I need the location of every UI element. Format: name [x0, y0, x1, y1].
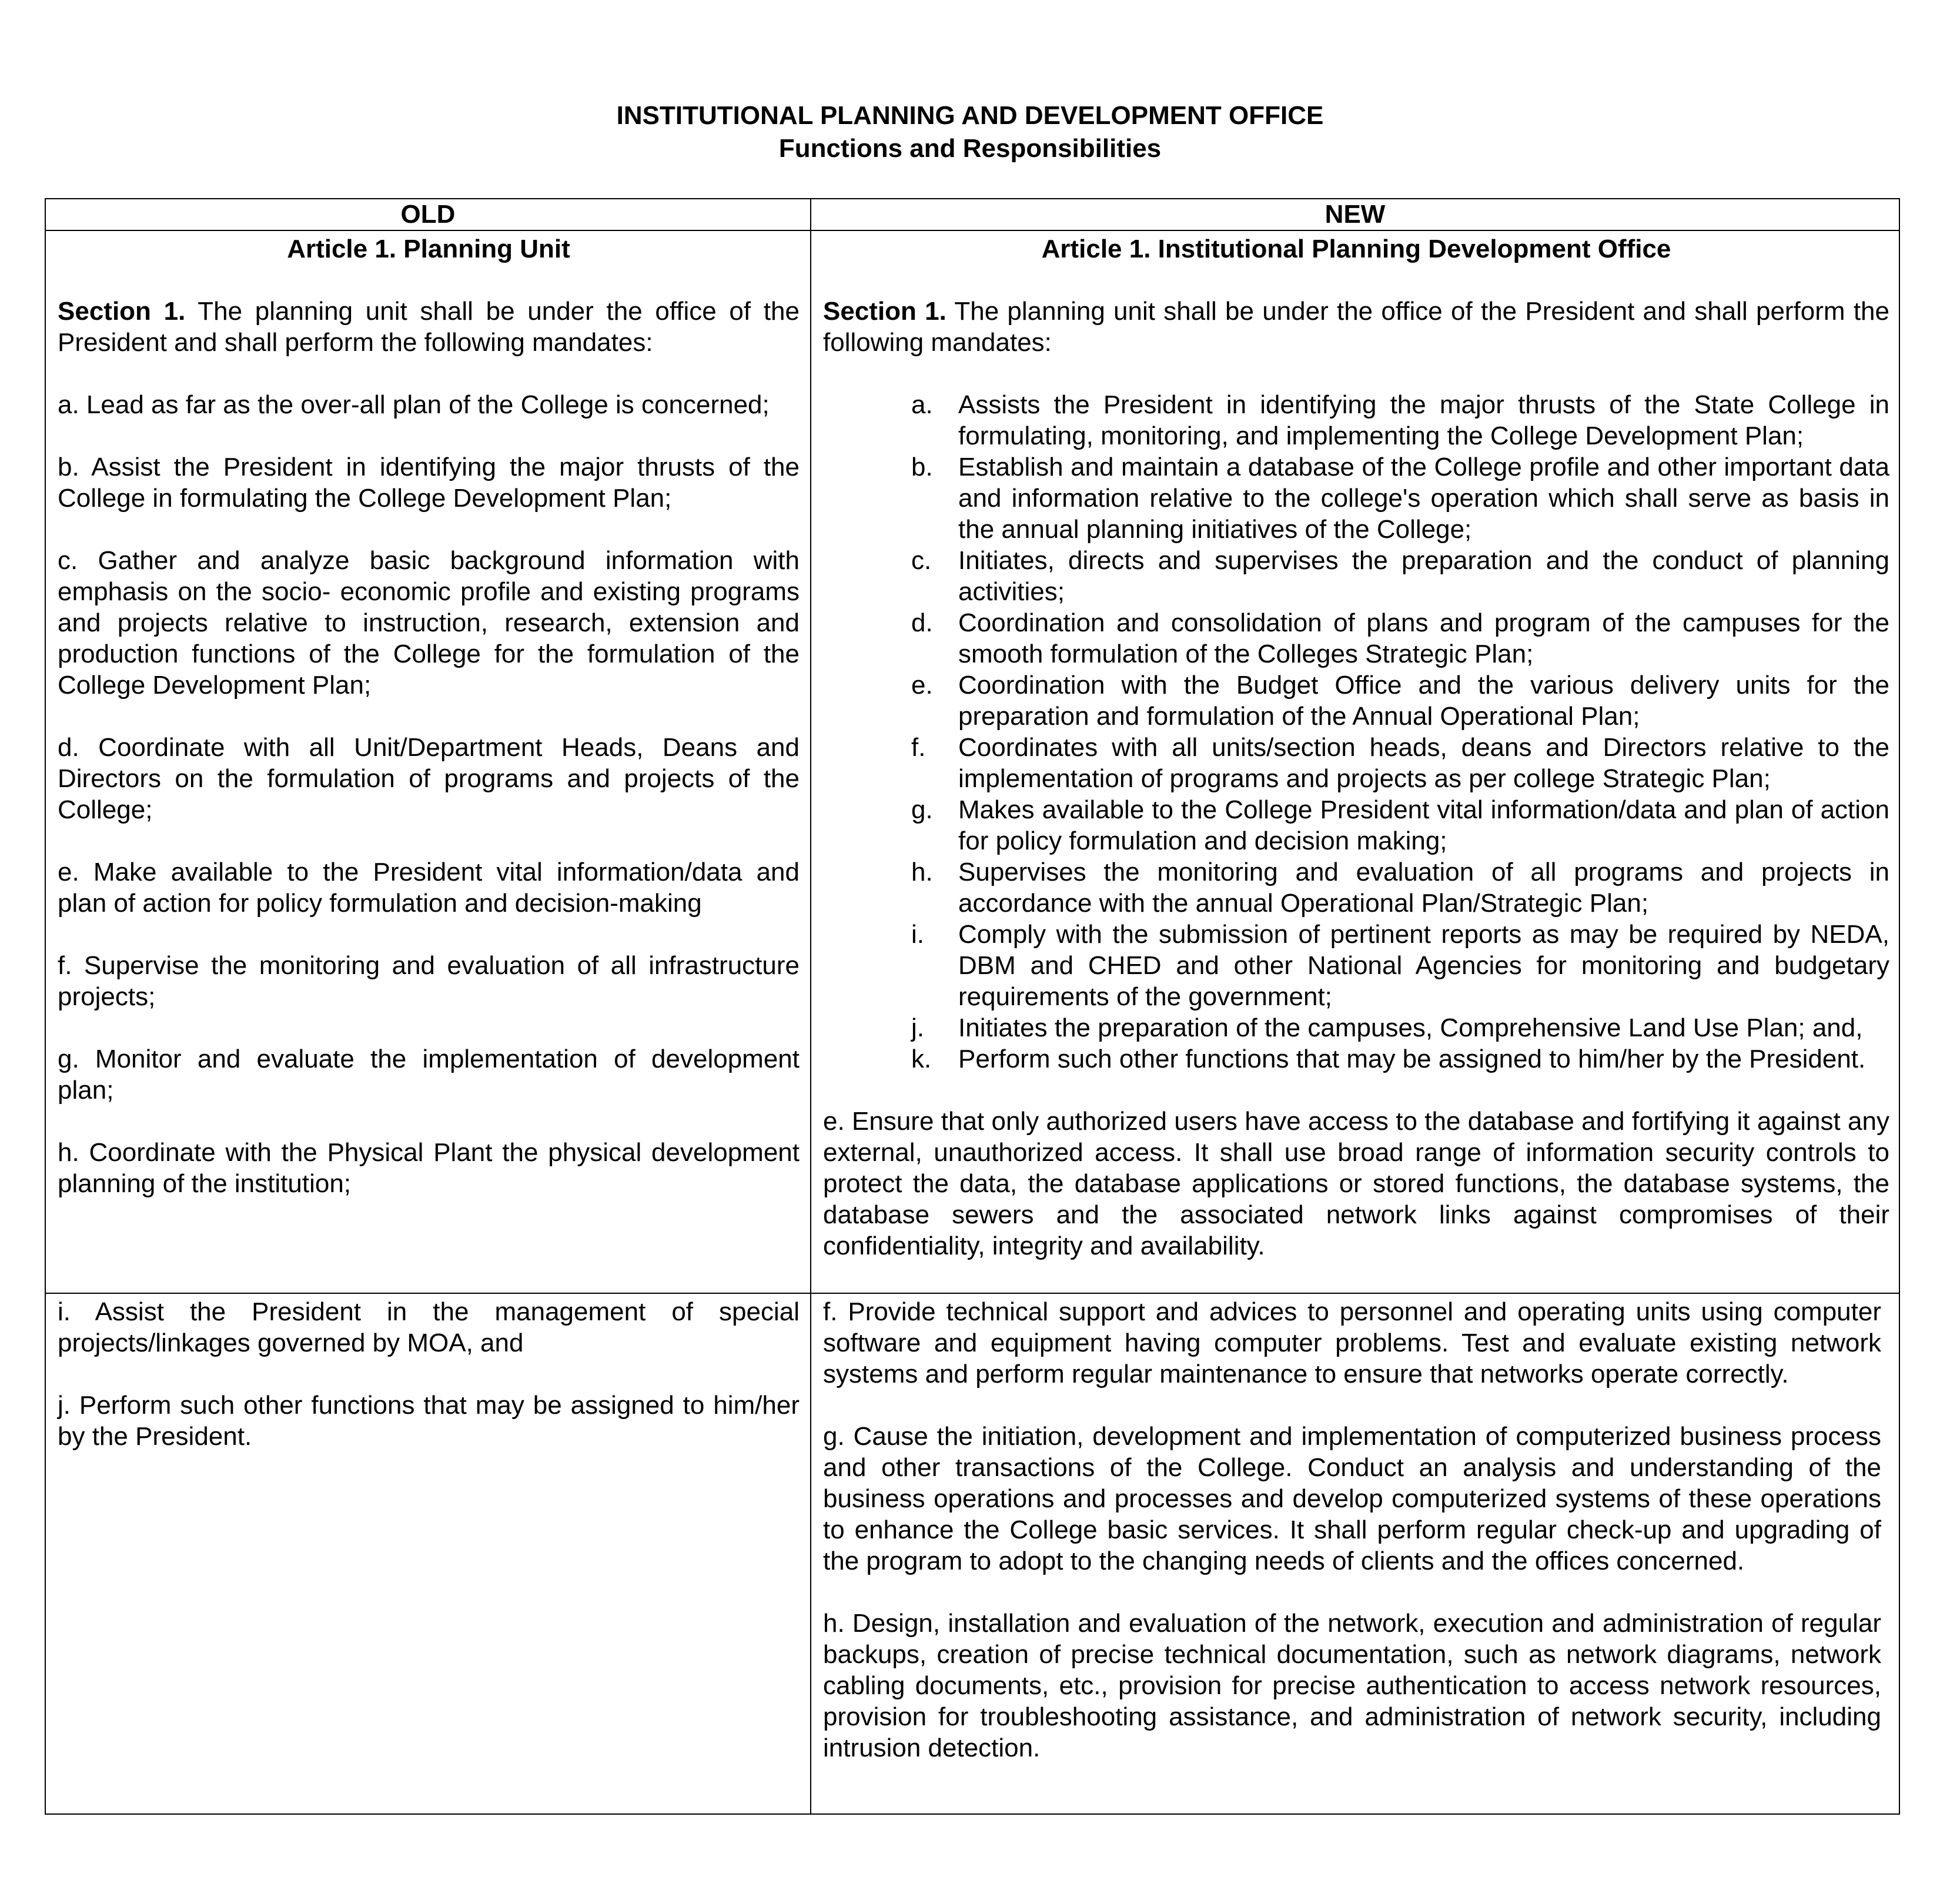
new-para-e: e. Ensure that only authorized users have access to the database and fortifying it against any external, unauthorized access. It shall use broad range of information security controls to protect the data, the database applications or stored functions, the database systems, the database sewers and the associated network links against compromises of their confidentiality, integrity and availability. — [823, 1107, 1889, 1260]
list-item-text: Coordination and consolidation of plans and program of the campuses for the smooth formulation of the Colleges Strategic Plan; — [958, 608, 1889, 668]
new-section-label: Section 1. — [823, 297, 946, 326]
list-marker: a. — [911, 390, 933, 419]
new-header-label: NEW — [1324, 200, 1386, 229]
old-article-title: Article 1. Planning Unit — [287, 235, 570, 263]
list-item-text: Establish and maintain a database of the College profile and other important data and information relative to the college's operation which shall serve as basis in the annual planning initiatives of the College; — [958, 453, 1889, 544]
list-item — [823, 1012, 1889, 1043]
old-section-text: The planning unit shall be under the office of the President and shall perform the following mandates: — [58, 297, 800, 357]
list-item-text: Coordinates with all units/section heads, deans and Directors relative to the implementation of programs and projects as per college Strategic Plan; — [958, 733, 1889, 793]
list-item — [823, 856, 1889, 919]
new-para-h: h. Design, installation and evaluation of the network, execution and administration of regular backups, creation of precise technical documentation, such as network diagrams, network cabling documents, etc., provision for precise authentication to access network resources, provision for troubleshooting assistance, and administration of network security, including intrusion detection. — [823, 1609, 1881, 1762]
old-section-1 — [58, 296, 800, 358]
page-title: INSTITUTIONAL PLANNING AND DEVELOPMENT OFFICE — [616, 101, 1324, 130]
list-marker: g. — [911, 795, 933, 824]
list-marker: i. — [911, 920, 924, 949]
list-item — [823, 451, 1889, 545]
old-item-h: h. Coordinate with the Physical Plant the physical development planning of the institution; — [58, 1138, 800, 1198]
list-item — [823, 545, 1889, 607]
old-header-label: OLD — [400, 200, 456, 229]
old-item-d: d. Coordinate with all Unit/Department Heads, Deans and Directors on the formulation of programs and projects of the College; — [58, 733, 800, 824]
list-marker: b. — [911, 453, 933, 481]
old-item-j: j. Perform such other functions that may be assigned to him/her by the President. — [58, 1391, 800, 1451]
page-subtitle: Functions and Responsibilities — [778, 134, 1162, 163]
new-para-g: g. Cause the initiation, development and implementation of computerized business process and other transactions of the College. Conduct an analysis and understanding of the business operations and processes and develop computerized systems of these operations to enhance the College basic services. It shall perform regular check-up and upgrading of the program to adopt to the changing needs of clients and the offices concerned. — [823, 1422, 1881, 1575]
old-column-header — [45, 198, 811, 231]
list-item-text: Comply with the submission of pertinent reports as may be required by NEDA, DBM and CHED and other National Agencies for monitoring and budgetary requirements of the government; — [958, 920, 1889, 1011]
new-article-title: Article 1. Institutional Planning Development Office — [1041, 235, 1671, 263]
list-item — [823, 389, 1889, 451]
old-row2-content — [58, 1296, 800, 1452]
new-section-text: The planning unit shall be under the office of the President and shall perform the following mandates: — [823, 297, 1889, 357]
list-item-text: Initiates the preparation of the campuses, Comprehensive Land Use Plan; and, — [958, 1013, 1863, 1042]
list-item — [823, 732, 1889, 794]
list-item-text: Makes available to the College President vital information/data and plan of action for policy formulation and decision making; — [958, 795, 1889, 855]
list-item — [823, 794, 1889, 856]
list-marker: k. — [911, 1045, 932, 1073]
new-para-f: f. Provide technical support and advices to personnel and operating units using computer software and equipment having computer problems. Test and evaluate existing network systems and perform regular maintenance to ensure that networks operate correctly. — [823, 1297, 1881, 1388]
old-item-e: e. Make available to the President vital information/data and plan of action for policy formulation and decision-making — [58, 858, 800, 918]
list-item-text: Supervises the monitoring and evaluation of all programs and projects in accordance with the annual Operational Plan/Strategic Plan; — [958, 858, 1889, 918]
list-item — [823, 919, 1889, 1012]
list-marker: c. — [911, 546, 932, 575]
list-marker: d. — [911, 608, 933, 637]
list-item-text: Perform such other functions that may be assigned to him/her by the President. — [958, 1045, 1866, 1073]
old-item-a: a. Lead as far as the over-all plan of the College is concerned; — [58, 390, 770, 419]
new-row2-content — [823, 1296, 1881, 1764]
list-marker: f. — [911, 733, 926, 762]
list-item-text: Initiates, directs and supervises the preparation and the conduct of planning activities; — [958, 546, 1889, 606]
old-row1-content — [58, 233, 800, 1199]
list-item — [823, 670, 1889, 732]
list-marker: h. — [911, 858, 933, 886]
list-marker: e. — [911, 671, 933, 700]
new-row1-content — [823, 233, 1889, 1261]
old-section-label: Section 1. — [58, 297, 186, 326]
new-section-1 — [823, 296, 1889, 358]
old-item-c: c. Gather and analyze basic background information with emphasis on the socio- economic profile and existing programs and projects relative to instruction, research, extension and production functions of the College for the formulation of the College Development Plan; — [58, 546, 800, 700]
old-item-i: i. Assist the President in the management of special projects/linkages governed by MOA, and — [58, 1297, 800, 1357]
list-marker: j. — [911, 1013, 924, 1042]
old-item-g: g. Monitor and evaluate the implementation of development plan; — [58, 1045, 800, 1105]
old-item-b: b. Assist the President in identifying the major thrusts of the College in formulating the College Development Plan; — [58, 453, 800, 513]
list-item — [823, 607, 1889, 670]
new-column-header — [810, 198, 1900, 231]
list-item-text: Assists the President in identifying the major thrusts of the State College in formulating, monitoring, and implementing the College Development Plan; — [958, 390, 1889, 450]
old-item-f: f. Supervise the monitoring and evaluation of all infrastructure projects; — [58, 951, 800, 1011]
list-item — [823, 1043, 1889, 1075]
new-mandates-list — [823, 389, 1889, 1075]
list-item-text: Coordination with the Budget Office and the various delivery units for the preparation and formulation of the Annual Operational Plan; — [958, 671, 1889, 731]
